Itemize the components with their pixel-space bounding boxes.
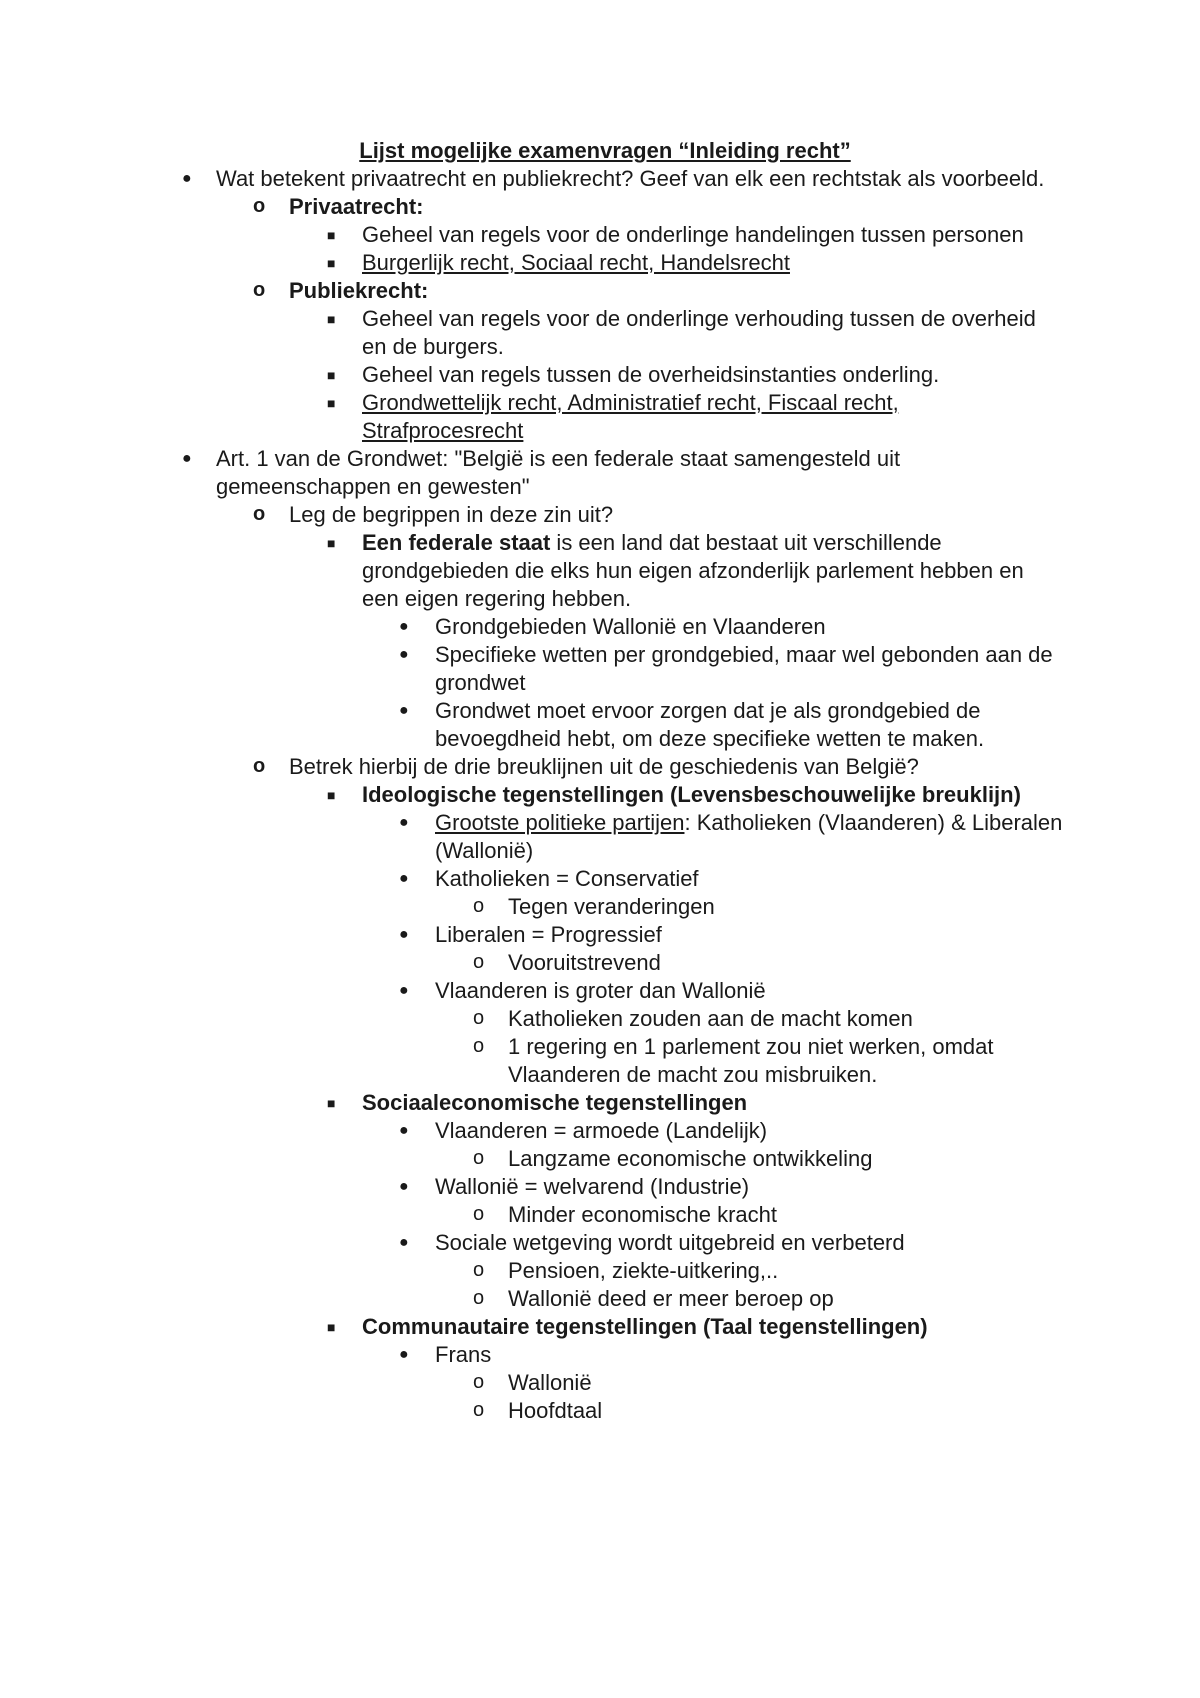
bullet-disc: ● bbox=[399, 814, 409, 831]
bullet-circle: o bbox=[253, 503, 266, 525]
list-item bbox=[0, 361, 1062, 389]
list-item bbox=[0, 1173, 1075, 1201]
item-text: Grondgebieden Wallonië en Vlaanderen bbox=[435, 614, 826, 639]
list-item bbox=[0, 165, 1066, 193]
list-item bbox=[0, 249, 1062, 277]
bullet-disc: ● bbox=[399, 618, 409, 635]
bullet-square: ■ bbox=[327, 1319, 336, 1335]
bullet-square: ■ bbox=[327, 367, 336, 383]
heading-publiekrecht: Publiekrecht: bbox=[289, 278, 429, 303]
item-text: Katholieken = Conservatief bbox=[435, 866, 699, 891]
list-item bbox=[0, 1089, 1062, 1117]
item-text: Pensioen, ziekte-uitkering,.. bbox=[508, 1258, 779, 1283]
bullet-square: ■ bbox=[327, 255, 336, 271]
list-item bbox=[0, 1229, 1075, 1257]
item-text: Geheel van regels tussen de overheidsinstanties onderling. bbox=[362, 362, 940, 387]
list-item bbox=[0, 893, 1078, 921]
list-item bbox=[0, 501, 1069, 529]
list-item bbox=[0, 697, 1075, 753]
item-text: Leg de begrippen in deze zin uit? bbox=[289, 502, 614, 527]
bullet-square: ■ bbox=[327, 311, 336, 327]
item-text: Katholieken zouden aan de macht komen bbox=[508, 1006, 913, 1031]
bullet-circle: o bbox=[473, 951, 485, 973]
item-text: Wallonië = welvarend (Industrie) bbox=[435, 1174, 750, 1199]
list-item bbox=[0, 529, 1062, 613]
bullet-circle: o bbox=[473, 1371, 485, 1393]
item-text: Langzame economische ontwikkeling bbox=[508, 1146, 873, 1171]
list-item bbox=[0, 277, 1069, 305]
item-text: Vooruitstrevend bbox=[508, 950, 661, 975]
item-text: Tegen veranderingen bbox=[508, 894, 715, 919]
item-text: Burgerlijk recht, Sociaal recht, Handelsrecht bbox=[362, 250, 790, 275]
item-text: Sociale wetgeving wordt uitgebreid en verbeterd bbox=[435, 1230, 905, 1255]
term-federale-staat: Een federale staat bbox=[362, 530, 551, 555]
list-item bbox=[0, 1145, 1078, 1173]
bullet-circle: o bbox=[473, 1147, 485, 1169]
heading-privaatrecht: Privaatrecht: bbox=[289, 194, 424, 219]
item-text: Minder economische kracht bbox=[508, 1202, 778, 1227]
bullet-circle: o bbox=[473, 1399, 485, 1421]
list-item bbox=[0, 921, 1075, 949]
bullet-disc: ● bbox=[399, 1234, 409, 1251]
bullet-circle: o bbox=[473, 1203, 485, 1225]
bullet-square: ■ bbox=[327, 227, 336, 243]
bullet-square: ■ bbox=[327, 787, 336, 803]
bullet-disc: ● bbox=[182, 170, 192, 187]
item-text: Hoofdtaal bbox=[508, 1398, 603, 1423]
bullet-square: ■ bbox=[327, 535, 336, 551]
bullet-circle: o bbox=[473, 895, 485, 917]
bullet-disc: ● bbox=[399, 926, 409, 943]
item-text: Vlaanderen = armoede (Landelijk) bbox=[435, 1118, 768, 1143]
page-title: Lijst mogelijke examenvragen “Inleiding recht” bbox=[359, 138, 851, 163]
bullet-disc: ● bbox=[399, 1346, 409, 1363]
list-item bbox=[0, 193, 1069, 221]
bullet-circle: o bbox=[473, 1259, 485, 1281]
bullet-disc: ● bbox=[399, 646, 409, 663]
item-text: Grootste politieke partijen bbox=[435, 810, 685, 835]
bullet-circle: o bbox=[253, 755, 266, 777]
item-text: Geheel van regels voor de onderlinge handelingen tussen personen bbox=[362, 222, 1024, 247]
list-item bbox=[0, 809, 1075, 865]
bullet-circle: o bbox=[473, 1287, 485, 1309]
item-text: Liberalen = Progressief bbox=[435, 922, 662, 947]
bullet-circle: o bbox=[253, 195, 266, 217]
list-item bbox=[0, 949, 1078, 977]
list-item bbox=[0, 1369, 1078, 1397]
list-item bbox=[0, 1285, 1078, 1313]
list-item bbox=[0, 1005, 1078, 1033]
list-item bbox=[0, 641, 1075, 697]
bullet-disc: ● bbox=[399, 982, 409, 999]
list-item bbox=[0, 1033, 1078, 1089]
bullet-disc: ● bbox=[399, 1122, 409, 1139]
list-item bbox=[0, 865, 1075, 893]
bullet-circle: o bbox=[473, 1007, 485, 1029]
list-item bbox=[0, 977, 1075, 1005]
list-item bbox=[0, 389, 1062, 445]
item-text: Geheel van regels voor de onderlinge verhouding tussen de overheid en de burgers. bbox=[362, 306, 1036, 359]
list-item bbox=[0, 1397, 1078, 1425]
bullet-square: ■ bbox=[327, 395, 336, 411]
item-text: : Katholieken (Vlaanderen) & Liberalen (Wallonië) bbox=[435, 810, 1063, 863]
item-text: Grondwettelijk recht, Administratief recht, Fiscaal recht, Strafprocesrecht bbox=[362, 390, 899, 443]
list-item bbox=[0, 221, 1062, 249]
list-item bbox=[0, 1257, 1078, 1285]
item-text: Grondwet moet ervoor zorgen dat je als grondgebied de bevoegdheid hebt, om deze specifieke wetten te maken. bbox=[435, 698, 985, 751]
bullet-disc: ● bbox=[399, 870, 409, 887]
item-text: Vlaanderen is groter dan Wallonië bbox=[435, 978, 766, 1003]
heading-sociaaleconomische: Sociaaleconomische tegenstellingen bbox=[362, 1090, 748, 1115]
item-text: Frans bbox=[435, 1342, 492, 1367]
item-text: 1 regering en 1 parlement zou niet werken, omdat Vlaanderen de macht zou misbruiken. bbox=[508, 1034, 994, 1087]
list-item bbox=[0, 445, 1066, 501]
heading-ideologische: Ideologische tegenstellingen (Levensbeschouwelijke breuklijn) bbox=[362, 782, 1021, 807]
document bbox=[0, 137, 1200, 1425]
bullet-square: ■ bbox=[327, 1095, 336, 1111]
item-text: Specifieke wetten per grondgebied, maar wel gebonden aan de grondwet bbox=[435, 642, 1053, 695]
bullet-circle: o bbox=[253, 279, 266, 301]
item-text: Wallonië deed er meer beroep op bbox=[508, 1286, 834, 1311]
question-text: Art. 1 van de Grondwet: "België is een federale staat samengesteld uit gemeenschappen en gewesten" bbox=[216, 446, 901, 499]
question-text: Wat betekent privaatrecht en publiekrecht? Geef van elk een rechtstak als voorbeeld. bbox=[216, 166, 1045, 191]
item-text: is een land dat bestaat uit verschillende grondgebieden die elks hun eigen afzonderlijk parlement hebben en een eigen regering hebben. bbox=[362, 530, 1024, 611]
list-item bbox=[0, 753, 1069, 781]
bullet-disc: ● bbox=[399, 702, 409, 719]
bullet-disc: ● bbox=[182, 450, 192, 467]
bullet-circle: o bbox=[473, 1035, 485, 1057]
list-item bbox=[0, 781, 1062, 809]
item-text: Wallonië bbox=[508, 1370, 592, 1395]
item-text: Betrek hierbij de drie breuklijnen uit de geschiedenis van België? bbox=[289, 754, 919, 779]
list-item bbox=[0, 1341, 1075, 1369]
list-item bbox=[0, 1117, 1075, 1145]
bullet-disc: ● bbox=[399, 1178, 409, 1195]
heading-communautaire: Communautaire tegenstellingen (Taal tegenstellingen) bbox=[362, 1314, 928, 1339]
list-item bbox=[0, 1201, 1078, 1229]
list-item bbox=[0, 305, 1062, 361]
list-item bbox=[0, 1313, 1062, 1341]
list-item bbox=[0, 613, 1075, 641]
